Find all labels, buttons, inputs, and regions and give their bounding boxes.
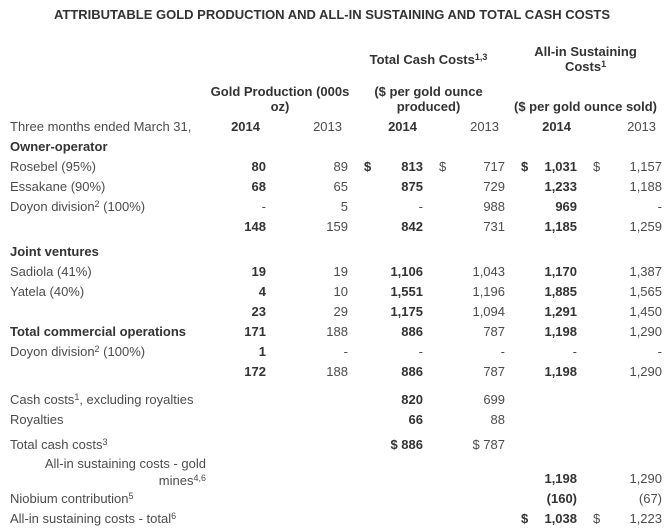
cell-value: 5 (340, 199, 348, 214)
value-cell (579, 322, 664, 342)
cell-value: 1,290 (629, 364, 663, 379)
value-cell (507, 157, 579, 177)
value-cell (507, 455, 579, 489)
footnote-ref: 1,3 (474, 51, 488, 62)
cell-value: 1,259 (629, 219, 663, 234)
row-label: Sadiola (41%) (10, 264, 92, 279)
table-row (0, 509, 664, 529)
row-label (0, 302, 210, 322)
table-row (0, 362, 664, 382)
cell-value: - (343, 344, 348, 359)
table-row (0, 489, 664, 509)
value-cell (350, 362, 425, 382)
cell-value: 1,223 (629, 511, 663, 526)
dollar-sign: $ (364, 159, 372, 174)
value-cell (210, 322, 268, 342)
value-cell (268, 302, 350, 322)
year-header: 2013 (470, 119, 500, 134)
footnote-ref: 1 (74, 392, 80, 402)
table-row (0, 177, 664, 197)
cell-value: 188 (326, 364, 348, 379)
value-cell (579, 509, 664, 529)
cell-value: 1,198 (544, 324, 578, 339)
row-label: Essakane (90%) (10, 179, 106, 194)
cell-value: 88 (490, 412, 506, 427)
cell-value: 1,185 (544, 219, 578, 234)
value-cell (507, 282, 579, 302)
year-header: 2014 (231, 119, 260, 134)
table-row (0, 217, 664, 237)
cell-value: 65 (333, 179, 348, 194)
cell-value: 1 (258, 344, 266, 359)
cell-value: 10 (333, 284, 348, 299)
cell-value: 1,106 (390, 264, 423, 279)
value-cell (507, 262, 579, 282)
cell-value: 787 (483, 324, 506, 339)
cell-value: 842 (401, 219, 423, 234)
value-cell (268, 342, 350, 362)
value-cell (350, 217, 425, 237)
cell-value: 1,188 (629, 179, 663, 194)
cell-value: 89 (333, 159, 348, 174)
row-label: Total commercial operations (10, 324, 187, 339)
value-cell (350, 302, 425, 322)
cell-value: 159 (326, 219, 348, 234)
value-cell (579, 177, 664, 197)
cell-value: - (261, 199, 266, 214)
value-cell (350, 455, 425, 489)
all-in-sustaining-label-line1: All-in Sustaining (534, 44, 637, 59)
value-cell (350, 382, 425, 410)
cell-value: 886 (401, 364, 423, 379)
value-cell (507, 489, 579, 509)
gold-production-label-line1: Gold Production (000s (210, 84, 350, 99)
value-cell (507, 382, 579, 410)
spacer-cell (210, 42, 350, 76)
table-row (0, 410, 664, 430)
all-in-sustaining-label-line2: Costs (564, 59, 602, 74)
costs-table (0, 42, 664, 529)
table-body (0, 137, 664, 529)
table-row (0, 137, 664, 157)
value-cell (350, 197, 425, 217)
value-cell (507, 322, 579, 342)
value-cell (350, 509, 425, 529)
value-cell (210, 197, 268, 217)
table-row (0, 455, 664, 489)
total-cash-costs-header (350, 42, 507, 76)
year-header: 2014 (388, 119, 417, 134)
cell-value: 68 (251, 179, 266, 194)
row-label (0, 362, 210, 382)
row-label: All-in sustaining costs - total$^6$ (10, 511, 177, 526)
cell-value: 19 (251, 264, 266, 279)
value-cell (425, 509, 507, 529)
value-cell (425, 455, 507, 489)
page-title: ATTRIBUTABLE GOLD PRODUCTION AND ALL-IN SUSTAINING AND TOTAL CASH COSTS (53, 7, 611, 22)
value-cell (579, 217, 664, 237)
value-cell (579, 489, 664, 509)
cell-value: (67) (638, 491, 663, 506)
value-cell (425, 362, 507, 382)
footnote-ref: 6 (171, 511, 177, 521)
cell-value: 188 (326, 324, 348, 339)
value-cell (425, 262, 507, 282)
value-cell (425, 157, 507, 177)
cell-value: 969 (555, 199, 578, 214)
cell-value: 23 (251, 304, 266, 319)
value-cell (507, 137, 579, 157)
footnote-ref: 1 (601, 59, 607, 69)
footnote-ref: 2 (94, 199, 100, 209)
table-row (0, 197, 664, 217)
value-cell (507, 237, 579, 262)
cell-value: $ 886 (390, 437, 423, 452)
value-cell (425, 489, 507, 509)
table-row (0, 282, 664, 302)
table-row (0, 430, 664, 455)
row-label: Doyon division$^2$ (100%) (10, 344, 146, 359)
value-cell (350, 342, 425, 362)
cell-value: - (657, 344, 663, 359)
cell-value: 4 (258, 284, 266, 299)
value-cell (507, 342, 579, 362)
cell-value: 1,094 (472, 304, 506, 319)
value-cell (507, 410, 579, 430)
row-label: Yatela (40%) (10, 284, 85, 299)
value-cell (425, 410, 507, 430)
value-cell (425, 322, 507, 342)
value-cell (579, 137, 664, 157)
cell-value: 1,170 (544, 264, 578, 279)
gold-production-label-line2: oz) (270, 99, 290, 114)
value-cell (579, 410, 664, 430)
value-cell (268, 137, 350, 157)
value-cell (507, 177, 579, 197)
aisc-unit-line: ($ per gold ounce sold) (514, 99, 658, 114)
row-label: Joint ventures (10, 244, 99, 259)
cell-value: 1,043 (472, 264, 506, 279)
cell-value: 875 (401, 179, 423, 194)
cell-value: 171 (244, 324, 266, 339)
cell-value: 172 (244, 364, 266, 379)
cell-value: 1,290 (629, 471, 663, 486)
value-cell (350, 262, 425, 282)
cell-value: $ 787 (472, 437, 506, 452)
value-cell (210, 430, 268, 455)
value-cell (425, 217, 507, 237)
value-cell (579, 430, 664, 455)
value-cell (210, 262, 268, 282)
value-cell (210, 342, 268, 362)
value-cell (507, 509, 579, 529)
value-cell (210, 302, 268, 322)
footnote-ref: 3 (102, 437, 108, 447)
cell-value: 988 (483, 199, 506, 214)
value-cell (210, 217, 268, 237)
cell-value: 1,157 (629, 159, 663, 174)
value-cell (268, 489, 350, 509)
dollar-sign: $ (439, 159, 447, 174)
value-cell (268, 430, 350, 455)
cell-value: 886 (401, 324, 423, 339)
spacer-cell (0, 76, 210, 115)
cell-value: 148 (244, 219, 266, 234)
value-cell (268, 509, 350, 529)
cell-value: 1,196 (472, 284, 506, 299)
value-cell (268, 237, 350, 262)
value-cell (210, 410, 268, 430)
value-cell (425, 137, 507, 157)
value-cell (210, 489, 268, 509)
year-header-row (0, 115, 664, 137)
cell-value: 80 (251, 159, 266, 174)
dollar-sign: $ (521, 511, 529, 526)
cell-value: 787 (483, 364, 506, 379)
year-header: 2014 (542, 119, 572, 134)
value-cell (425, 197, 507, 217)
value-cell (350, 322, 425, 342)
value-cell (268, 362, 350, 382)
value-cell (579, 197, 664, 217)
table-row (0, 342, 664, 362)
value-cell (425, 237, 507, 262)
cell-value: 1,031 (544, 159, 578, 174)
tcc-unit-line2: produced) (396, 99, 461, 114)
table-row (0, 237, 664, 262)
dollar-sign: $ (593, 511, 601, 526)
value-cell (579, 342, 664, 362)
cell-value: 813 (401, 159, 423, 174)
cell-value: 1,038 (544, 511, 578, 526)
gold-production-header (210, 76, 350, 115)
value-cell (579, 157, 664, 177)
row-label (0, 217, 210, 237)
value-cell (507, 197, 579, 217)
row-label: Rosebel (95%) (10, 159, 96, 174)
value-cell (268, 410, 350, 430)
group-header-row (0, 42, 664, 76)
dollar-sign: $ (521, 159, 529, 174)
cell-value: 1,291 (544, 304, 578, 319)
all-in-sustaining-header (507, 42, 664, 76)
value-cell (507, 430, 579, 455)
value-cell (268, 382, 350, 410)
table-row (0, 262, 664, 282)
value-cell (579, 262, 664, 282)
period-label: Three months ended March 31, (10, 119, 192, 134)
dollar-sign: $ (593, 159, 601, 174)
value-cell (425, 342, 507, 362)
cell-value: 1,885 (544, 284, 578, 299)
value-cell (579, 455, 664, 489)
value-cell (210, 157, 268, 177)
cell-value: - (657, 199, 663, 214)
row-label: Total cash costs$^3$ (10, 437, 108, 452)
value-cell (268, 282, 350, 302)
value-cell (268, 157, 350, 177)
value-cell (350, 237, 425, 262)
value-cell (210, 177, 268, 197)
cell-value: - (572, 344, 578, 359)
value-cell (507, 362, 579, 382)
value-cell (507, 302, 579, 322)
row-label: Cash costs$^1$, excluding royalties (10, 392, 194, 407)
cell-value: - (500, 344, 506, 359)
cell-value: 1,198 (544, 364, 578, 379)
spacer-cell (0, 42, 210, 76)
value-cell (579, 362, 664, 382)
value-cell (350, 282, 425, 302)
row-label: Niobium contribution$^5$ (10, 491, 134, 506)
value-cell (425, 430, 507, 455)
table-row (0, 382, 664, 410)
value-cell (425, 282, 507, 302)
cell-value: 29 (333, 304, 348, 319)
footnote-ref: 4,6 (193, 473, 206, 483)
row-label: Doyon division$^2$ (100%) (10, 199, 146, 214)
value-cell (350, 430, 425, 455)
cell-value: 1,387 (629, 264, 663, 279)
table-row (0, 322, 664, 342)
cell-value: 699 (483, 392, 506, 407)
value-cell (268, 177, 350, 197)
value-cell (507, 217, 579, 237)
value-cell (579, 282, 664, 302)
total-cash-costs-label: Total Cash Costs (369, 51, 475, 67)
row-label: All-in sustaining costs - gold mines$^{4,6}$ (44, 456, 206, 488)
footnote-ref: 2 (94, 344, 100, 354)
cell-value: 731 (483, 219, 506, 234)
value-cell (579, 237, 664, 262)
cell-value: 1,198 (544, 471, 578, 486)
cell-value: 1,233 (544, 179, 578, 194)
cell-value: 729 (483, 179, 506, 194)
cell-value: 1,565 (629, 284, 663, 299)
cell-value: 1,290 (629, 324, 663, 339)
unit-header-row (0, 76, 664, 115)
cell-value: 1,450 (629, 304, 663, 319)
value-cell (350, 137, 425, 157)
cell-value: - (418, 344, 423, 359)
value-cell (425, 177, 507, 197)
value-cell (210, 282, 268, 302)
row-label: Owner-operator (10, 139, 108, 154)
value-cell (350, 410, 425, 430)
value-cell (268, 455, 350, 489)
aisc-unit-header (507, 76, 664, 115)
cell-value: (160) (546, 491, 578, 506)
cell-value: 1,175 (390, 304, 423, 319)
footnote-ref: 5 (128, 491, 134, 501)
value-cell (268, 197, 350, 217)
value-cell (210, 137, 268, 157)
value-cell (210, 362, 268, 382)
value-cell (210, 509, 268, 529)
value-cell (579, 302, 664, 322)
year-header: 2013 (627, 119, 657, 134)
value-cell (210, 237, 268, 262)
table-row (0, 302, 664, 322)
value-cell (268, 262, 350, 282)
cell-value: - (418, 199, 423, 214)
table-row (0, 157, 664, 177)
cell-value: 1,551 (390, 284, 423, 299)
row-label: Royalties (10, 412, 64, 427)
tcc-unit-line1: ($ per gold ounce (374, 84, 483, 99)
cell-value: 66 (408, 412, 423, 427)
value-cell (350, 157, 425, 177)
cell-value: 820 (401, 392, 423, 407)
tcc-unit-header (350, 76, 507, 115)
value-cell (350, 177, 425, 197)
cell-value: 19 (333, 264, 348, 279)
value-cell (425, 382, 507, 410)
value-cell (268, 322, 350, 342)
value-cell (579, 382, 664, 410)
value-cell (425, 302, 507, 322)
value-cell (210, 455, 268, 489)
cell-value: 717 (483, 159, 506, 174)
value-cell (350, 489, 425, 509)
year-header: 2013 (313, 119, 342, 134)
value-cell (210, 382, 268, 410)
value-cell (268, 217, 350, 237)
